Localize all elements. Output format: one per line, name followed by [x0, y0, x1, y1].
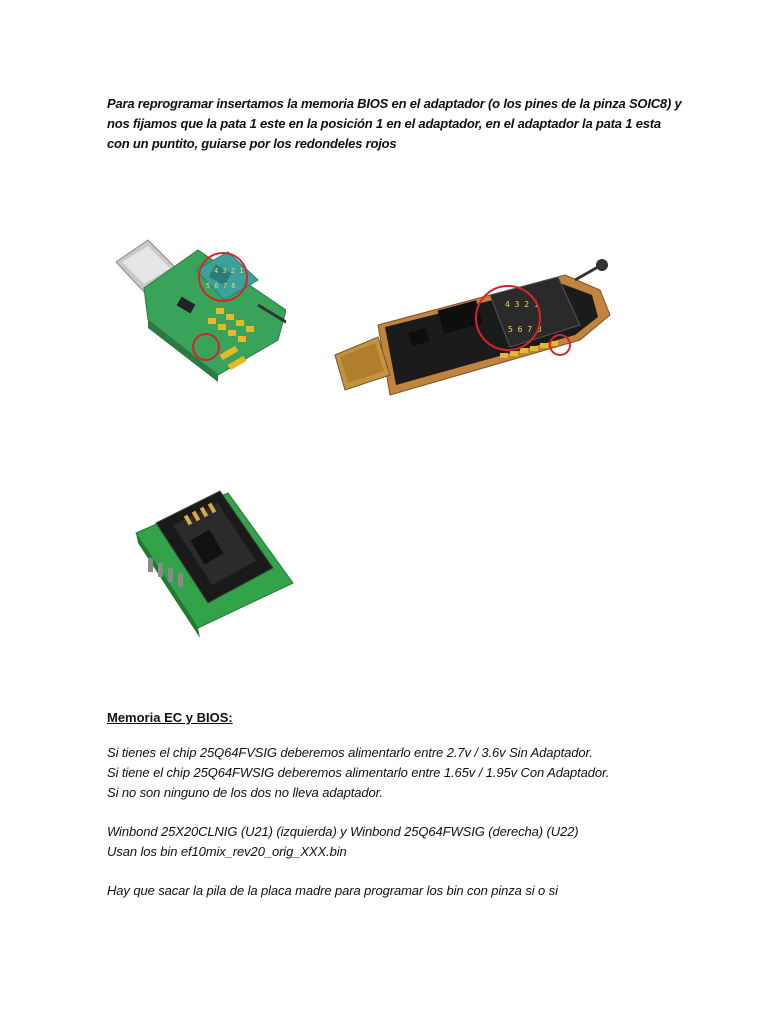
battery-line: Hay que sacar la pila de la placa madre para programar los bin con pinza si o si: [107, 883, 558, 898]
svg-text:5 6 7 8: 5 6 7 8: [508, 325, 542, 334]
chip-line-3: Si no son ninguno de los dos no lleva adaptador.: [107, 785, 383, 800]
intro-line-1: Para reprogramar insertamos la memoria BIOS en el adaptador (o los pines de la pinza SOIC8) y: [107, 96, 682, 111]
chip-line-1: Si tienes el chip 25Q64FVSIG deberemos alimentarlo entre 2.7v / 3.6v Sin Adaptador.: [107, 745, 593, 760]
green-programmer-photo: [108, 200, 286, 415]
intro-line-3: con un puntito, guiarse por los redondeles rojos: [107, 136, 397, 151]
soic8-adapter-photo: [108, 463, 303, 663]
black-programmer-photo: [330, 255, 620, 405]
chip-line-2: Si tiene el chip 25Q64FWSIG deberemos alimentarlo entre 1.65v / 1.95v Con Adaptador.: [107, 765, 610, 780]
intro-paragraph: [107, 94, 682, 154]
winbond-line-2: Usan los bin ef10mix_rev20_orig_XXX.bin: [107, 844, 347, 859]
chip-voltage-paragraph: [107, 743, 667, 803]
svg-text:5 6 7 8: 5 6 7 8: [206, 282, 236, 290]
svg-text:4 3 2 1: 4 3 2 1: [214, 267, 244, 275]
winbond-line-1: Winbond 25X20CLNIG (U21) (izquierda) y Winbond 25Q64FWSIG (derecha) (U22): [107, 824, 579, 839]
battery-paragraph: [107, 881, 667, 901]
winbond-paragraph: [107, 822, 667, 862]
intro-line-2: nos fijamos que la pata 1 este en la posición 1 en el adaptador, en el adaptador la pata 1 esta: [107, 116, 661, 131]
svg-text:4 3 2 1: 4 3 2 1: [505, 300, 539, 309]
section-heading: Memoria EC y BIOS:: [107, 710, 233, 725]
